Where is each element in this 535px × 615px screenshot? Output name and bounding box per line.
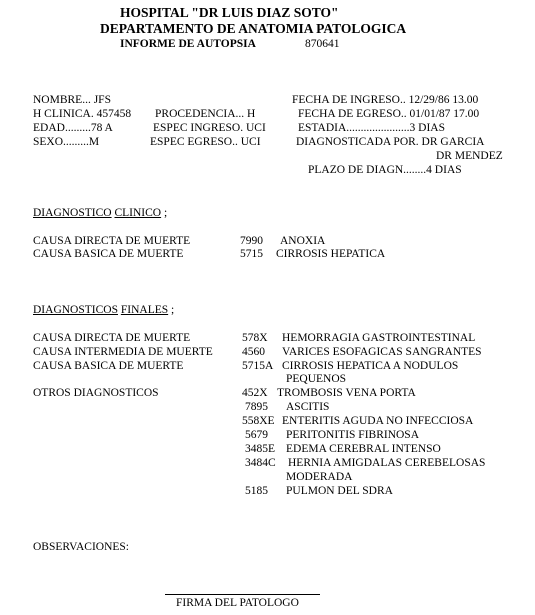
department-name: DEPARTAMENTO DE ANATOMIA PATOLOGICA <box>100 21 407 36</box>
patient-nombre: NOMBRE... JFS <box>33 94 111 106</box>
patient-espec-egreso: ESPEC EGRESO.. UCI <box>150 136 261 148</box>
other-diagnosis-code: 3485E <box>245 443 276 455</box>
patient-procedencia: PROCEDENCIA... H <box>155 108 256 120</box>
final-heading-a: DIAGNOSTICOS <box>33 304 118 316</box>
firma-label: FIRMA DEL PATOLOGO <box>176 597 299 609</box>
observaciones-label: OBSERVACIONES: <box>33 541 129 553</box>
final-row-code: 5715A <box>242 360 274 372</box>
other-diagnosis-code: 558XE <box>242 415 275 427</box>
report-title: INFORME DE AUTOPSIA <box>120 38 256 50</box>
report-number: 870641 <box>305 38 340 50</box>
final-row-text: HEMORRAGIA GASTROINTESTINAL <box>282 332 476 344</box>
fecha-ingreso: FECHA DE INGRESO.. 12/29/86 13.00 <box>292 94 479 106</box>
other-diagnosis-text: PERITONITIS FIBRINOSA <box>286 429 420 441</box>
other-diagnosis-text: EDEMA CEREBRAL INTENSO <box>286 443 441 455</box>
hospital-name: HOSPITAL "DR LUIS DIAZ SOTO" <box>120 5 339 20</box>
clinical-heading <box>33 207 167 220</box>
clinical-row-label: CAUSA DIRECTA DE MUERTE <box>33 235 191 247</box>
other-diagnosis-code: 5185 <box>245 485 268 497</box>
final-row-label: CAUSA DIRECTA DE MUERTE <box>33 332 191 344</box>
patient-h-clinica: H CLINICA. 457458 <box>33 108 132 120</box>
clinical-heading-c: ; <box>163 207 168 219</box>
clinical-row-text: CIRROSIS HEPATICA <box>276 248 386 260</box>
other-diagnosis-text: ASCITIS <box>286 401 330 413</box>
patient-edad: EDAD.........78 A <box>33 122 113 134</box>
patient-espec-ingreso: ESPEC INGRESO. UCI <box>153 122 266 134</box>
other-diagnosis-code: 7895 <box>245 401 268 413</box>
final-row-text: TROMBOSIS VENA PORTA <box>277 387 416 399</box>
other-diagnosis-text-continued: MODERADA <box>286 471 353 483</box>
final-row-code: 452X <box>242 387 268 399</box>
other-diagnosis-code: 3484C <box>245 457 276 469</box>
other-diagnosis-text: ENTERITIS AGUDA NO INFECCIOSA <box>282 415 474 427</box>
final-heading <box>33 304 174 317</box>
other-diagnosis-text: PULMON DEL SDRA <box>286 485 393 497</box>
clinical-heading-b: CLINICO <box>114 207 162 219</box>
patient-sexo: SEXO.........M <box>33 136 100 148</box>
clinical-row-label: CAUSA BASICA DE MUERTE <box>33 248 184 260</box>
final-row-text-continued: PEQUENOS <box>286 373 347 385</box>
clinical-row-code: 5715 <box>240 248 263 260</box>
final-row-label: CAUSA INTERMEDIA DE MUERTE <box>33 346 213 358</box>
fecha-egreso: FECHA DE EGRESO.. 01/01/87 17.00 <box>298 108 480 120</box>
clinical-row-text: ANOXIA <box>280 235 326 247</box>
final-row-text: VARICES ESOFAGICAS SANGRANTES <box>282 346 482 358</box>
plazo-diagn: PLAZO DE DIAGN........4 DIAS <box>308 164 462 176</box>
other-diagnosis-text: HERNIA AMIGDALAS CEREBELOSAS <box>288 457 486 469</box>
other-diagnosis-code: 5679 <box>245 429 268 441</box>
estadia: ESTADIA......................3 DIAS <box>298 122 445 134</box>
clinical-heading-a: DIAGNOSTICO <box>33 207 112 219</box>
diagnosticada-por-2: DR MENDEZ <box>436 150 503 162</box>
final-heading-c: ; <box>171 304 175 316</box>
final-row-text: CIRROSIS HEPATICA A NODULOS <box>282 360 459 372</box>
final-row-code: 4560 <box>242 346 265 358</box>
clinical-row-code: 7990 <box>240 235 263 247</box>
final-row-code: 578X <box>242 332 268 344</box>
final-row-label: CAUSA BASICA DE MUERTE <box>33 360 184 372</box>
final-row-label: OTROS DIAGNOSTICOS <box>33 387 159 399</box>
signature-line <box>165 594 320 595</box>
final-heading-b: FINALES <box>120 304 169 316</box>
diagnosticada-por: DIAGNOSTICADA POR. DR GARCIA <box>296 136 485 148</box>
